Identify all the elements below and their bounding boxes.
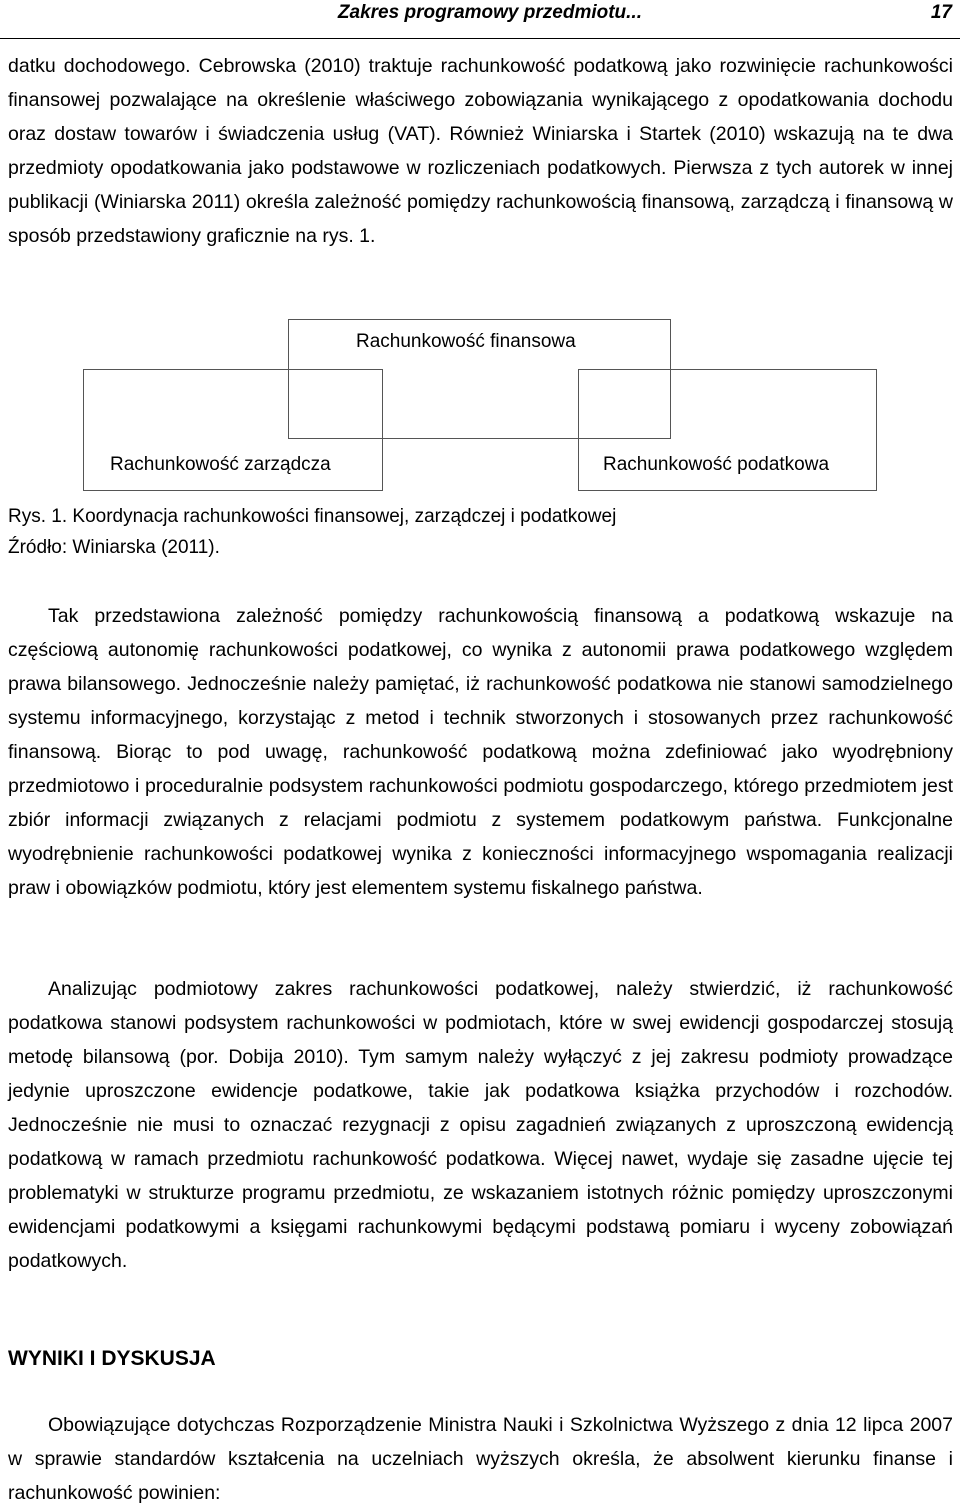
label-financial-accounting: Rachunkowość finansowa xyxy=(356,331,576,352)
label-tax-accounting: Rachunkowość podatkowa xyxy=(603,454,830,475)
paragraph-scope: Analizując podmiotowy zakres rachunkowości podatkowej, należy stwierdzić, iż rachunkowość podatkowa stanowi podsystem rachunkowości w podmiotach, które w swej ewidencji gospodarczej stosują metodę bilansową (por. Dobija 2010). Tym samym należy wyłączyć z jej zakresu podmioty prowadzące jedynie uproszczone ewidencje podatkowe, takie jak podatkowa książka przychodów i rozchodów. Jednocześnie nie musi to oznaczać rezygnacji z opisu zagadnień związanych z uproszczoną ewidencją podatkową w ramach przedmiotu rachunkowość podatkowa. Więcej nawet, wydaje się zasadne ujęcie tej problematyki w strukturze programu przedmiotu, ze wskazaniem istotnych różnic pomiędzy uproszczonymi ewidencjami podatkowymi a księgami rachunkowymi będącymi podstawą pomiaru i wyceny zobowiązań podatkowych. xyxy=(8,978,953,1272)
section-heading: WYNIKI I DYSKUSJA xyxy=(8,1347,216,1370)
page-number: 17 xyxy=(930,2,952,23)
paragraph-results: Obowiązujące dotychczas Rozporządzenie Ministra Nauki i Szkolnictwa Wyższego z dnia 12 lipca 2007 w sprawie standardów kształcenia na uczelniach wyższych określa, że absolwent kierunku finanse i rachunkowość powinien: xyxy=(8,1414,953,1504)
running-header xyxy=(0,0,960,39)
figure-caption: Rys. 1. Koordynacja rachunkowości finansowej, zarządczej i podatkowej xyxy=(8,506,617,527)
header-title: Zakres programowy przedmiotu... xyxy=(337,2,642,23)
label-management-accounting: Rachunkowość zarządcza xyxy=(110,454,331,475)
paragraph-intro: datku dochodowego. Cebrowska (2010) traktuje rachunkowość podatkową jako rozwinięcie rachunkowości finansowej pozwalające na określenie właściwego zobowiązania wynikającego z opodatkowania dochodu oraz dostaw towarów i świadczenia usług (VAT). Również Winiarska i Startek (2010) wskazują na te dwa przedmioty opodatkowania jako podstawowe w rozliczeniach podatkowych. Pierwsza z tych autorek w innej publikacji (Winiarska 2011) określa zależność pomiędzy rachunkowością finansową, zarządczą i finansową w sposób przedstawiony graficznie na rys. 1. xyxy=(8,55,953,247)
figure-diagram xyxy=(0,316,960,496)
paragraph-autonomy: Tak przedstawiona zależność pomiędzy rachunkowością finansową a podatkową wskazuje na częściową autonomię rachunkowości podatkowej, co wynika z autonomii prawa podatkowego względem prawa bilansowego. Jednocześnie należy pamiętać, iż rachunkowość podatkowa nie stanowi samodzielnego systemu informacyjnego, korzystając z metod i technik stworzonych i stosowanych przez rachunkowość finansową. Biorąc to pod uwagę, rachunkowość podatkową można zdefiniować jako wyodrębniony przedmiotowo i proceduralnie podsystem rachunkowości podmiotu gospodarczego, którego przedmiotem jest zbiór informacji związanych z relacjami podmiotu z systemem podatkowym państwa. Funkcjonalne wyodrębnienie rachunkowości podatkowej wynika z konieczności informacyjnego wspomagania realizacji praw i obowiązków podmiotu, który jest elementem systemu fiskalnego państwa. xyxy=(8,605,953,899)
figure-source: Źródło: Winiarska (2011). xyxy=(8,537,220,558)
